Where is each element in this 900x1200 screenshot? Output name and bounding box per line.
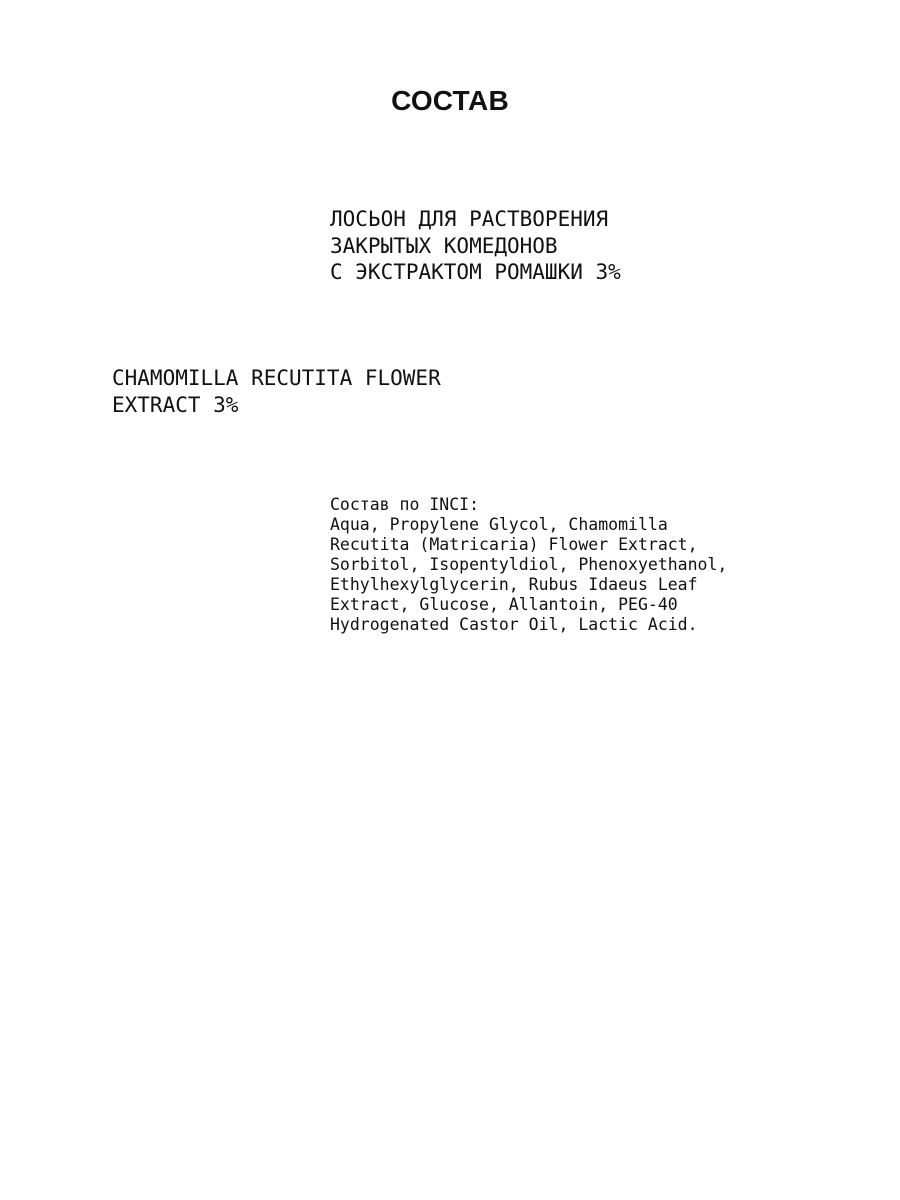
product-name-line: С ЭКСТРАКТОМ РОМАШКИ 3%: [330, 260, 621, 284]
active-ingredient: [112, 365, 441, 418]
inci-line: Sorbitol, Isopentyldiol, Phenoxyethanol,: [330, 555, 728, 574]
inci-line: Aqua, Propylene Glycol, Chamomilla: [330, 515, 668, 534]
active-ingredient-line: CHAMOMILLA RECUTITA FLOWER: [112, 366, 441, 390]
inci-line: Hydrogenated Castor Oil, Lactic Acid.: [330, 615, 698, 634]
inci-line: Recutita (Matricaria) Flower Extract,: [330, 535, 698, 554]
inci-label: Состав по INCI:: [330, 495, 480, 514]
active-ingredient-line: EXTRACT 3%: [112, 392, 239, 417]
product-name-line: ЛОСЬОН ДЛЯ РАСТВОРЕНИЯ: [330, 207, 609, 231]
inci-line: Ethylhexylglycerin, Rubus Idaeus Leaf: [330, 575, 698, 594]
page-title: СОСТАВ: [391, 85, 509, 116]
product-name-line: ЗАКРЫТЫХ КОМЕДОНОВ: [330, 233, 558, 258]
inci-composition: [330, 495, 727, 635]
product-name: [330, 206, 621, 286]
inci-line: Extract, Glucose, Allantoin, PEG-40: [330, 595, 678, 614]
